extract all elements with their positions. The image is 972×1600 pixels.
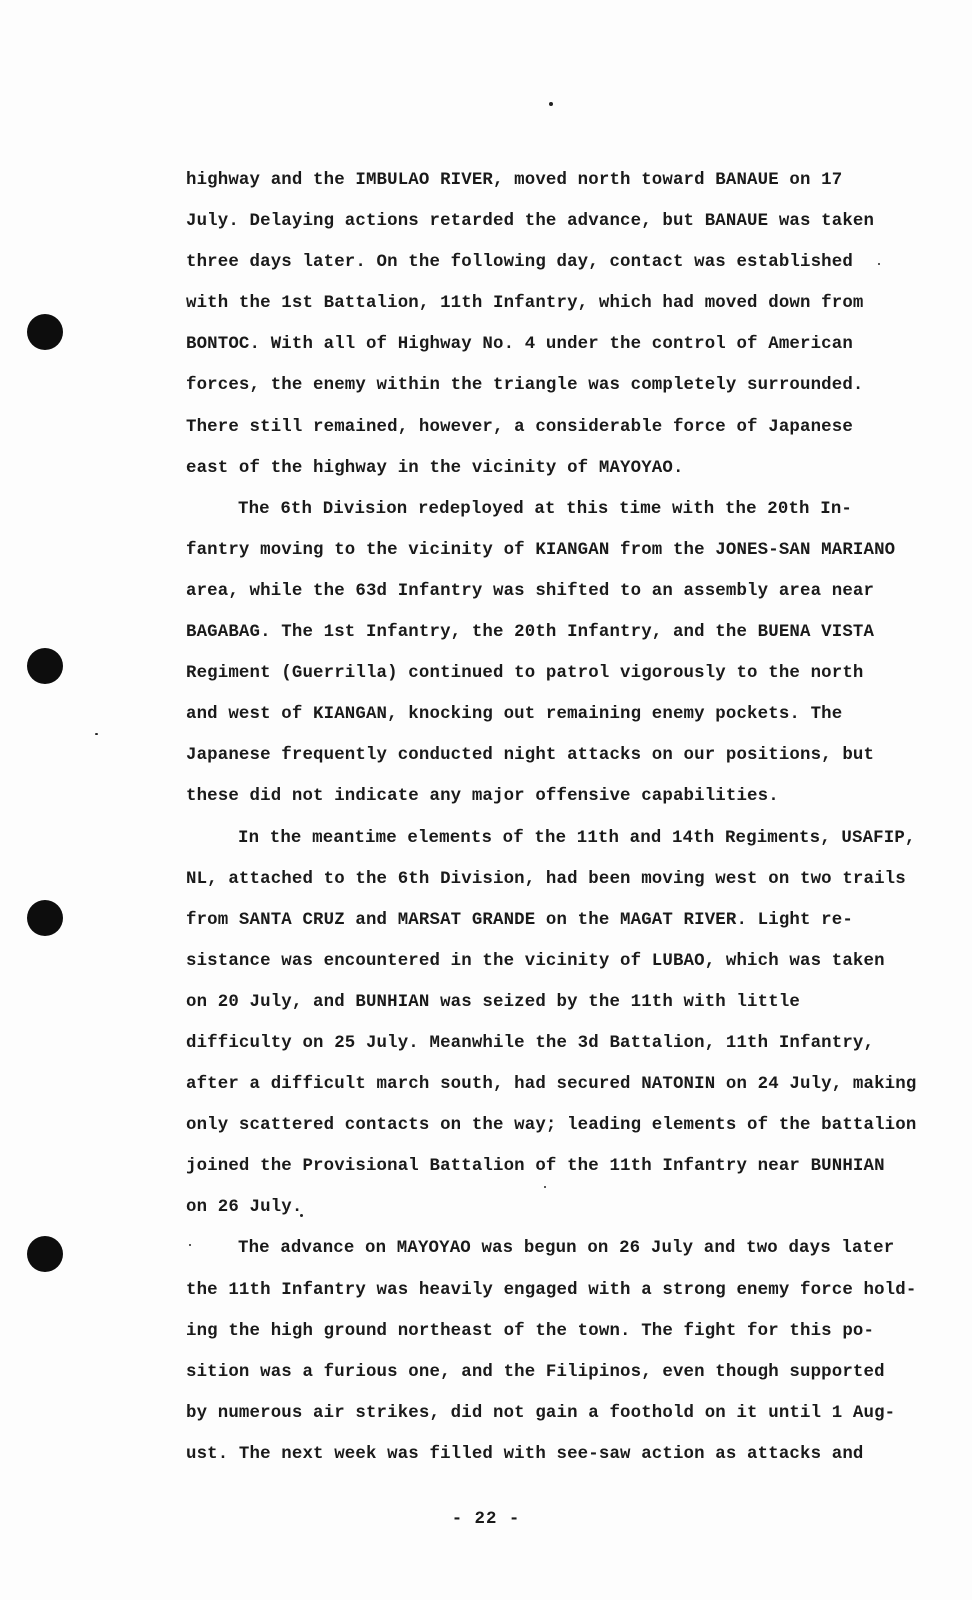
text-line: The 6th Division redeployed at this time with the 20th In- <box>238 499 852 519</box>
text-line: three days later. On the following day, contact was established <box>186 253 853 273</box>
text-line: sistance was encountered in the vicinity of LUBAO, which was taken <box>186 951 885 971</box>
punch-hole <box>27 1236 63 1272</box>
page-number: - 22 - <box>451 1510 521 1529</box>
paragraph-1 <box>186 160 896 489</box>
text-line: Japanese frequently conducted night attacks on our positions, but <box>186 746 875 766</box>
punch-hole <box>27 648 63 684</box>
text-line: on 20 July, and BUNHIAN was seized by the 11th with little <box>186 992 800 1012</box>
body-text <box>186 160 917 1475</box>
text-line: sition was a furious one, and the Filipinos, even though supported <box>186 1362 885 1382</box>
text-line: from SANTA CRUZ and MARSAT GRANDE on the MAGAT RIVER. Light re- <box>186 910 853 930</box>
text-line: these did not indicate any major offensive capabilities. <box>186 787 779 807</box>
text-line: fantry moving to the vicinity of KIANGAN from the JONES-SAN MARIANO <box>186 540 896 560</box>
scan-speck <box>549 102 553 106</box>
paragraph-3 <box>186 818 917 1229</box>
text-line: BONTOC. With all of Highway No. 4 under the control of American <box>186 335 853 355</box>
text-line: with the 1st Battalion, 11th Infantry, which had moved down from <box>186 294 864 314</box>
punch-hole <box>27 900 63 936</box>
scan-speck <box>95 733 98 735</box>
punch-hole <box>27 314 63 350</box>
paragraph-2 <box>186 489 896 818</box>
text-line: after a difficult march south, had secured NATONIN on 24 July, making <box>186 1075 917 1095</box>
text-line: joined the Provisional Battalion of the 11th Infantry near BUNHIAN <box>186 1157 885 1177</box>
text-line: highway and the IMBULAO RIVER, moved north toward BANAUE on 17 <box>186 171 843 190</box>
text-line: The advance on MAYOYAO was begun on 26 July and two days later <box>238 1239 895 1259</box>
text-line: July. Delaying actions retarded the advance, but BANAUE was taken <box>186 212 875 232</box>
text-line: difficulty on 25 July. Meanwhile the 3d Battalion, 11th Infantry, <box>186 1033 875 1053</box>
text-line: area, while the 63d Infantry was shifted to an assembly area near <box>186 581 875 601</box>
text-line: NL, attached to the 6th Division, had been moving west on two trails <box>186 869 906 889</box>
text-line: BAGABAG. The 1st Infantry, the 20th Infantry, and the BUENA VISTA <box>186 623 875 643</box>
text-line: There still remained, however, a considerable force of Japanese <box>186 417 853 437</box>
text-line: In the meantime elements of the 11th and 14th Regiments, USAFIP, <box>238 828 916 848</box>
text-line: forces, the enemy within the triangle was completely surrounded. <box>186 376 864 396</box>
text-line: on 26 July. <box>186 1198 303 1218</box>
text-line: and west of KIANGAN, knocking out remaining enemy pockets. The <box>186 705 843 725</box>
paragraph-4 <box>186 1228 917 1475</box>
text-line: only scattered contacts on the way; leading elements of the battalion <box>186 1116 917 1136</box>
text-line: east of the highway in the vicinity of MAYOYAO. <box>186 458 684 478</box>
text-line: the 11th Infantry was heavily engaged with a strong enemy force hold- <box>186 1280 917 1300</box>
text-line: ing the high ground northeast of the town. The fight for this po- <box>186 1321 875 1341</box>
text-line: Regiment (Guerrilla) continued to patrol vigorously to the north <box>186 664 864 684</box>
text-line: by numerous air strikes, did not gain a foothold on it until 1 Aug- <box>186 1403 896 1423</box>
text-line: ust. The next week was filled with see-saw action as attacks and <box>186 1444 864 1464</box>
